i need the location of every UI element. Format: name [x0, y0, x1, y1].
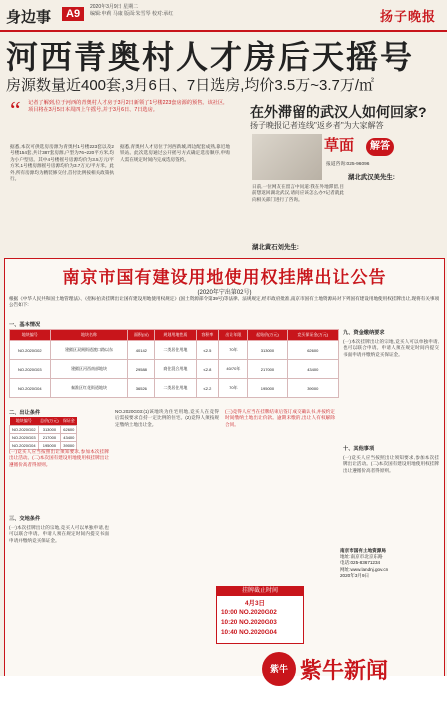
right-story-subtitle: 扬子晚报记者连线"返乡者"为大家解答 [250, 121, 384, 130]
deadline-row: 10:00 NO.2020G02 [221, 609, 277, 616]
table-header: 总价(万元) [38, 417, 61, 426]
question-head: 湖北武汉美先生: [348, 174, 395, 181]
table-cell: NO.2020G02 [10, 341, 51, 360]
brand-name: 紫牛新闻 [300, 658, 389, 683]
table-cell: 313000 [248, 341, 287, 360]
contact-org: 南京市国有土地资源局 [340, 548, 386, 553]
table-cell: ≤2.2 [196, 379, 219, 398]
table-cell: 70年 [219, 341, 248, 360]
notice-other-text: (一)竞买人应当按照出让须知要求,参加本次挂牌出让活动。(二)本次国有建设用地使用权挂牌出让遵循价高者得原则。 [343, 455, 439, 473]
section-basic-info: 一、基本情况 [9, 322, 41, 328]
story-body-mid: 据悉,青奥村人才房位于河西新城,周边配套成熟,靠近地铁站。此次选房通过公开摇号方式确定选房顺序,申购人需在规定时间内完成选房签约。 [120, 144, 230, 162]
table-cell: 62600 [61, 426, 77, 434]
table-header: 地块编号 [10, 330, 51, 341]
notice-body-b: NO.2020G03:(1)该地块为住宅用地,竞买人在竞得后需按要求自持一定比例的住宅。(2)竞得人须按规定缴纳土地出让金。 [115, 409, 219, 427]
notice-title: 南京市国有建设用地使用权挂牌出让公告 [62, 268, 387, 287]
table-row [10, 341, 339, 360]
table-cell: 建邺区河西南部地块 [50, 360, 128, 379]
subheadline: 房源数量近400套,3月6日、7日选房,均价3.5万~3.7万/㎡ [6, 77, 375, 94]
section-conditions: 二、出让条件 [9, 410, 41, 416]
table-cell: NO.2020G04 [10, 442, 39, 450]
table-header-row [10, 417, 77, 426]
right-story-body: 日前,一位网友在留言中问道:我在外地滞留,目前想返回湖北武汉,请问应该怎么办?记者就此向相关部门进行了咨询。 [252, 184, 344, 202]
table-cell: 建邺区双闸街道渡口路以东 [50, 341, 128, 360]
table-cell: 195000 [38, 442, 61, 450]
deadline-head: 挂牌截止时间 [217, 587, 303, 596]
table-cell: 36526 [128, 379, 155, 398]
table-row [10, 360, 339, 379]
date-line-1: 2020年3月9日 星期二 [90, 4, 139, 10]
section-delivery: 三、交地条件 [9, 516, 41, 522]
table-cell: NO.2020G04 [10, 379, 51, 398]
table-row [10, 434, 77, 442]
table-row [10, 426, 77, 434]
table-cell: 217000 [38, 434, 61, 442]
newspaper-logo: 扬子晚报 [380, 9, 437, 24]
contact-block [340, 548, 436, 579]
notice-payment-text: (一)本次挂牌出让的宗地,竞买人可以单独申请,也可以联合申请。申请人须在规定时间内提交书面申请并缴纳竞买保证金。 [343, 339, 439, 357]
notice-body-d: (三)竞得人应当在挂牌结束后签订成交确认书,并按约定时间缴纳土地出让价款。逾期未缴的,出让人有权解除合同。 [225, 409, 335, 427]
table-cell: 195000 [248, 379, 287, 398]
table-cell: NO.2020G03 [10, 434, 39, 442]
story-body-left: 据悉,本次可供选房房源为青奥村1号楼223套以及2号楼154套,共计387套房源,户型为76~220平方米,均为小户型房。其中4号楼摇号房源均价为3.5万元/平方米,1号楼房源摇号房源均价为3.7万元/平方米。此外,所有房源均为精装修交付,首付比例按相关政策执行。 [10, 144, 114, 182]
quote-mark-icon: “ [10, 98, 21, 124]
table-cell: 29588 [128, 360, 155, 379]
reporter-photo [252, 134, 322, 180]
table-cell: NO.2020G03 [10, 360, 51, 379]
price-table [9, 417, 77, 450]
section-other: 十、其他事项 [343, 446, 375, 452]
table-header: 地块名称 [50, 330, 128, 341]
land-table [9, 329, 339, 398]
table-cell: 70年 [219, 379, 248, 398]
contact-phone: 电话:025-83671234 [340, 560, 381, 566]
headline: 河西青奥村人才房后天摇号 [6, 39, 415, 75]
table-cell: 43400 [61, 434, 77, 442]
table-header-row [10, 330, 339, 341]
column-badge: 解答 [366, 138, 394, 156]
deadline-date: 4月3日 [245, 600, 265, 607]
table-row [10, 379, 339, 398]
notice-body-a: (一)竞买人应当按照出让须知要求,参加本次挂牌出让活动。(二)本次国有建设用地使用权挂牌出让遵循价高者得原则。 [9, 449, 109, 467]
table-cell: 43400 [287, 360, 338, 379]
table-cell: 39000 [287, 379, 338, 398]
table-cell: 40/70年 [219, 360, 248, 379]
table-header: 地块编号 [10, 417, 39, 426]
section-payment: 九、资金缴纳要求 [343, 330, 385, 336]
table-header: 面积(㎡) [128, 330, 155, 341]
table-cell: 二类居住用地 [155, 379, 196, 398]
story-intro: 记者了解到,位于河西的青奥村人才房于3月2日新领了1号楼223套房源的预售。该社区,项目将在3月5日本周四上午摇号,并于3月6日、7日选房。 [28, 100, 225, 113]
table-cell: 62600 [287, 341, 338, 360]
date-line-2: 编辑:申莉 马康 版面:朱雪琴 校对:承红 [90, 11, 174, 17]
table-cell: 313000 [38, 426, 61, 434]
section-name: 身边事 [6, 9, 52, 26]
deadline-box [216, 586, 304, 644]
table-cell: 商住混合用地 [155, 360, 196, 379]
table-header: 竞买保证金(万元) [287, 330, 338, 341]
table-cell: 40142 [128, 341, 155, 360]
table-header: 规划用地性质 [155, 330, 196, 341]
contact-website: 网址:www.landnj.gov.cn [340, 566, 389, 572]
table-header: 起始价(万元) [248, 330, 287, 341]
page-code: A9 [62, 7, 84, 21]
table-header: 出让年限 [219, 330, 248, 341]
deadline-row: 10:40 NO.2020G04 [221, 629, 277, 636]
table-cell: 39000 [61, 442, 77, 450]
answer-head: 湖北黄石刘先生: [252, 244, 299, 251]
table-header: 容积率 [196, 330, 219, 341]
notice-body-c: (一)本次挂牌出让的宗地,竞买人可以单独申请,也可以联合申请。申请人须在规定时间内提交书面申请并缴纳竞买保证金。 [9, 525, 109, 543]
table-cell: ≤2.8 [196, 360, 219, 379]
table-cell: 秦淮区红花街道地块 [50, 379, 128, 398]
table-cell: NO.2020G02 [10, 426, 39, 434]
notice-intro: 根据《中华人民共和国土地管理法》、《招标拍卖挂牌出让国有建设用地使用权规定》(国土资源部令第39号)等法律、法规规定,经市政府批准,南京市国有土地资源局对下列国有建设用地使用权挂牌出让,现将有关事项公告如下: [9, 296, 440, 307]
contact-address: 地址:南京市北京东路 [340, 554, 383, 560]
table-cell: 217000 [248, 360, 287, 379]
sign-date: 2020年3月9日 [340, 572, 370, 578]
deadline-row: 10:20 NO.2020G03 [221, 619, 277, 626]
notice-number: (2020年宁出第02号) [197, 290, 252, 296]
date-line [90, 4, 173, 18]
brand-badge-icon: 紫牛 [262, 652, 296, 686]
table-cell: 二类居住用地 [155, 341, 196, 360]
column-title: 草面 [324, 138, 355, 154]
table-cell: ≤2.5 [196, 341, 219, 360]
right-story-title: 在外滞留的武汉人如何回家? [250, 104, 427, 120]
reporter-line: 报道咨询:025-96096 [326, 162, 370, 167]
table-header: 保证金 [61, 417, 77, 426]
